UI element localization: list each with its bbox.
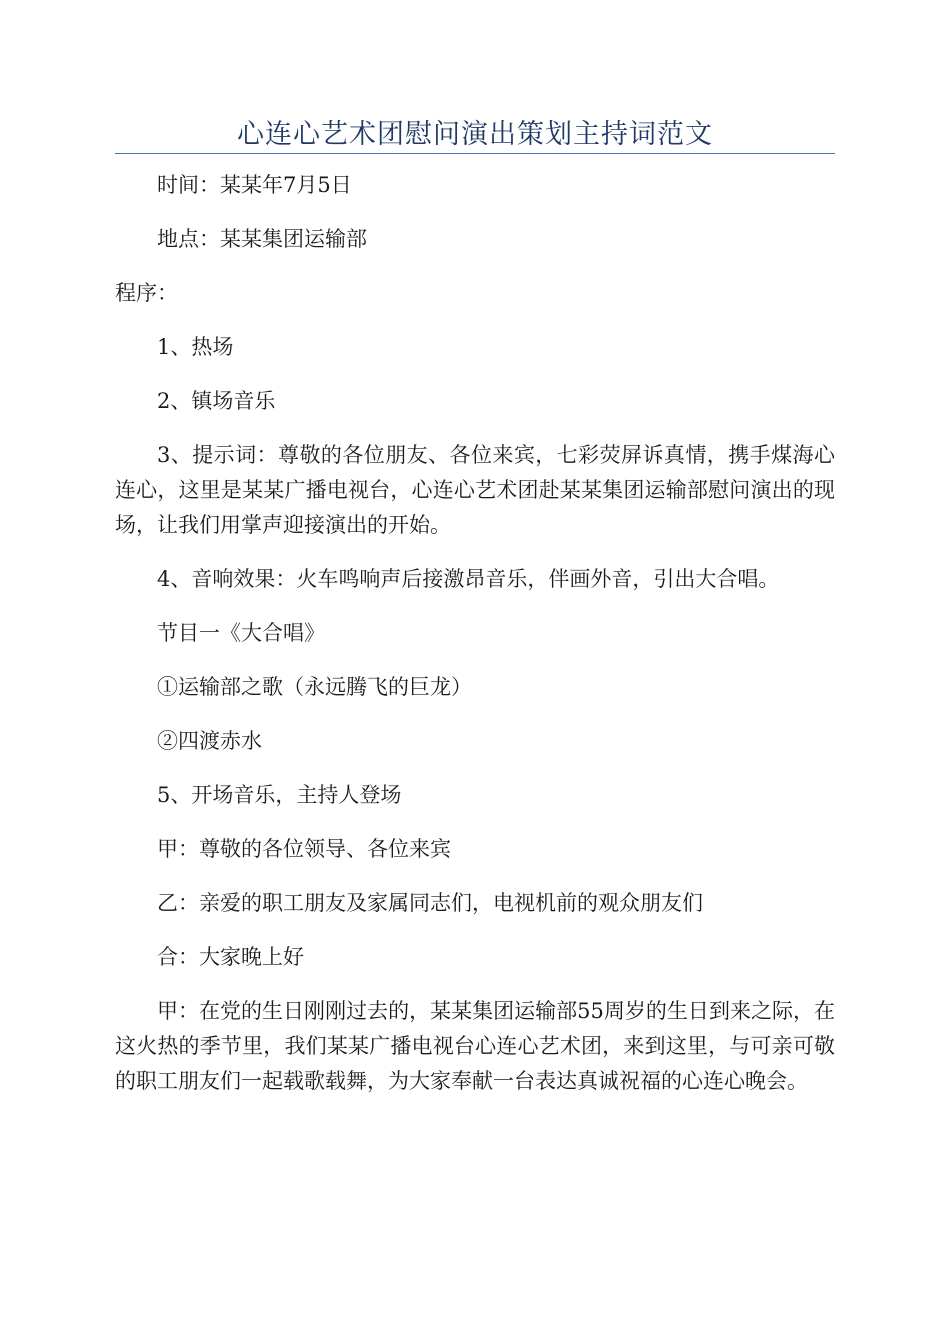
document-title: 心连心艺术团慰问演出策划主持词范文	[237, 119, 713, 150]
paragraph-program-one: 节目一《大合唱》	[157, 621, 325, 645]
paragraph-location: 地点：某某集团运输部	[157, 227, 367, 251]
paragraph-song-2: ②四渡赤水	[157, 729, 262, 753]
paragraph-time: 时间：某某年7月5日	[157, 173, 352, 197]
paragraph-host-b-1: 乙：亲爱的职工朋友及家属同志们，电视机前的观众朋友们	[157, 891, 703, 915]
paragraph-host-a-2: 甲：在党的生日刚刚过去的，某某集团运输部55周岁的生日到来之际，在这火热的季节里，我们某某广播电视台心连心艺术团，来到这里，与可亲可敬的职工朋友们一起载歌载舞，为大家奉献一台表达真诚祝福的心连心晚会。	[115, 999, 835, 1093]
paragraph-step-1: 1、热场	[157, 335, 234, 359]
paragraph-step-3: 3、提示词：尊敬的各位朋友、各位来宾，七彩荧屏诉真情，携手煤海心连心，这里是某某广播电视台，心连心艺术团赴某某集团运输部慰问演出的现场，让我们用掌声迎接演出的开始。	[115, 443, 835, 537]
paragraph-host-a-1: 甲：尊敬的各位领导、各位来宾	[157, 837, 451, 861]
paragraph-program-heading: 程序：	[115, 281, 178, 305]
paragraph-step-5: 5、开场音乐，主持人登场	[157, 783, 402, 807]
paragraph-together: 合：大家晚上好	[157, 945, 304, 969]
paragraph-step-2: 2、镇场音乐	[157, 389, 276, 413]
title-underline	[115, 153, 835, 154]
paragraph-song-1: ①运输部之歌（永远腾飞的巨龙）	[157, 675, 472, 699]
document-body	[115, 168, 835, 1118]
paragraph-step-4: 4、音响效果：火车鸣响声后接激昂音乐，伴画外音，引出大合唱。	[157, 567, 780, 591]
